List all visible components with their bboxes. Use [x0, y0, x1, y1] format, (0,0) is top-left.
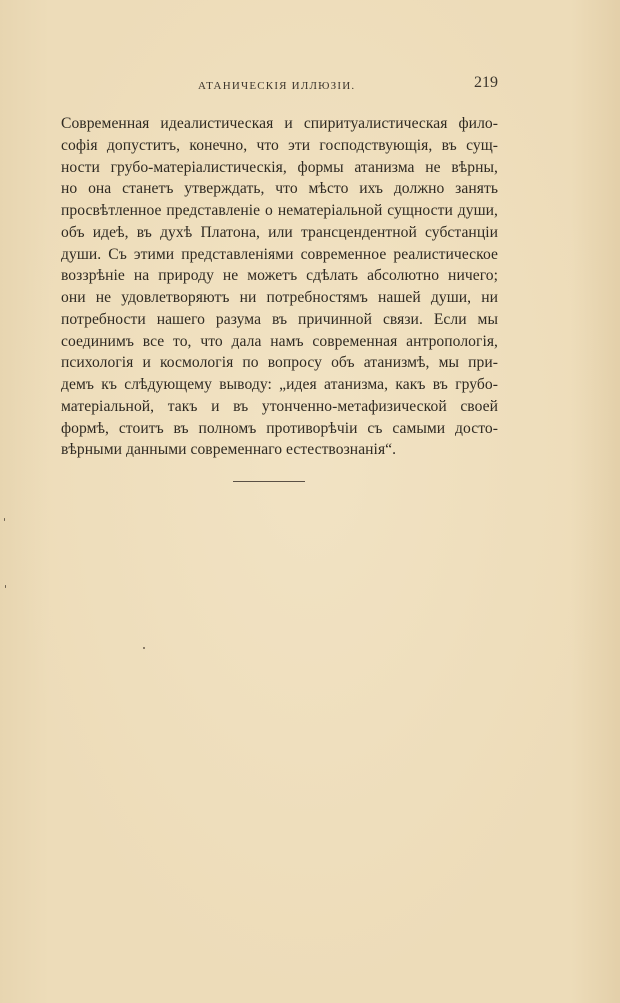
text-line: психологія и космологія по вопросу объ атанизмѣ, мы при-	[61, 354, 498, 372]
text-line: демъ къ слѣдующему выводу: „идея атанизма, какъ въ грубо-	[61, 376, 498, 393]
text-line: матеріальной, такъ и въ утонченно-метафизической своей	[61, 397, 498, 415]
section-divider	[233, 481, 305, 482]
text-line: Современная идеалистическая и спиритуалистическая фило-	[61, 115, 498, 132]
text-line: вѣрными данными современнаго естествознанія“.	[61, 441, 397, 459]
paper-speck	[143, 647, 145, 649]
text-line: соединимъ все то, что дала намъ современная антропологія,	[61, 332, 498, 350]
text-line: они не удовлетворяютъ ни потребностямъ нашей души, ни	[61, 289, 498, 306]
text-line: объ идеѣ, въ духѣ Платона, или трансцендентной субстанціи	[61, 223, 498, 241]
page-number: 219	[474, 74, 498, 91]
text-line: ности грубо-матеріалистическія, формы атанизма не вѣрны,	[61, 158, 498, 176]
paragraph	[61, 113, 498, 461]
text-line: воззрѣніе на природу не можетъ сдѣлать абсолютно ничего;	[61, 267, 498, 285]
text-line: души. Съ этими представленіями современное реалистическое	[61, 245, 498, 263]
text-line: просвѣтленное представленіе о нематеріальной сущности души,	[61, 202, 498, 219]
running-title: АТАНИЧЕСКІЯ ИЛЛЮЗІИ.	[198, 80, 356, 92]
text-line: но она станетъ утверждать, что мѣсто ихъ должно занять	[61, 180, 498, 198]
text-line: формѣ, стоитъ въ полномъ противорѣчіи съ самыми досто-	[61, 419, 498, 437]
text-line: потребности нашего разума въ причинной связи. Если мы	[61, 310, 498, 328]
text-line: софія допуститъ, конечно, что эти господствующія, въ сущ-	[61, 136, 498, 154]
paper-speck	[5, 585, 6, 588]
paper-speck	[4, 518, 5, 521]
